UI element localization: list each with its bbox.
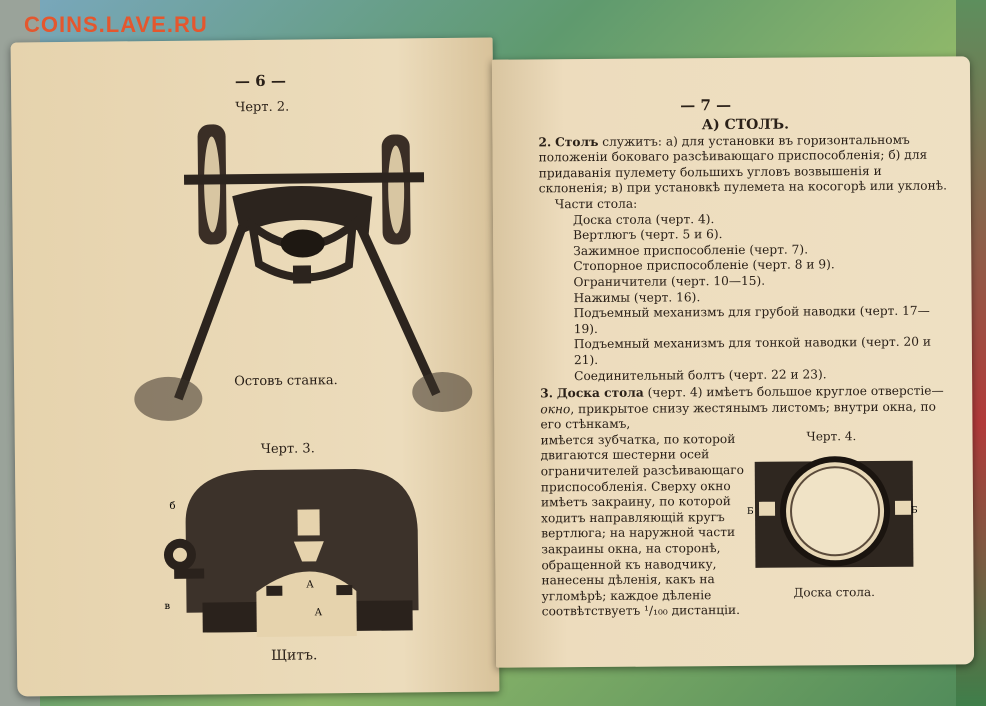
paragraph-3-fraction: ¹/₁₀₀ [644,603,668,619]
parts-item: Соединительный болтъ (черт. 22 и 23). [574,366,827,383]
fig2-caption: Остовъ станка. [234,373,338,390]
fig4-caption: Доска стола. [793,585,876,600]
parts-item: Зажимное приспособленіе (черт. 7). [573,242,809,258]
fig3-mark-a1: А [306,579,314,591]
parts-item: Нажимы (черт. 16). [573,289,701,305]
fig4-mark-b1: Б [747,506,754,517]
parts-item: Доска стола (черт. 4). [572,211,715,227]
parts-title: Части стола: [554,196,638,212]
parts-item: Подъемный механизмъ для грубой наводки (черт. 17—19). [573,303,930,336]
fig4-mark-b2: Б [911,505,918,516]
paragraph-2 [538,132,952,197]
paragraph-2-body: служитъ: а) для установки въ горизонтальномъ положеніи боковаго разсѣивающаго приспособленія; б) для придаванія пулемету большихъ угловъ возвышенія и склоненія; в) при установкѣ пулемета на косогорѣ или уклонѣ. [538,132,947,196]
fig2-machine-frame [111,114,454,418]
paragraph-3-wrapped [540,432,757,621]
fig4-label: Черт. 4. [806,429,857,444]
paragraph-3-wrap-text: имѣется зубчатка, по которой двигаются шестерни осей ограничителей разсѣивающаго приспособленія. Сверху окно имѣетъ закраину, по которой ходитъ направляющій кругъ вертлюга; на наружной части закраины окна, на сторонѣ, обращенной къ наводчику, нанесены дѣленія, какъ на угломѣрѣ; каждое дѣленіе соотвѣтствуетъ [540,431,745,619]
paragraph-3-lead: (черт. 4) имѣетъ большое круглое отверстіе— [647,383,944,400]
paragraph-3-term: Доска стола [556,385,644,401]
paragraph-3-number: 3. [540,386,553,401]
page-number-right: — 7 — [680,96,732,115]
page-number-left: — 6 — [234,71,286,91]
paragraph-3-end: дистанціи. [671,603,741,618]
parts-item: Ограничители (черт. 10—15). [573,273,766,290]
fig2-label: Черт. 2. [235,99,290,116]
fig3-caption: Щитъ. [270,647,318,664]
fig3-mark-v: в [164,600,171,612]
paragraph-3-italic: окно [540,401,571,417]
fig4-table-board [749,451,920,574]
fig3-label: Черт. 3. [260,441,315,457]
section-heading: А) СТОЛЪ. [701,116,790,134]
parts-item: Стопорное приспособленіе (черт. 8 и 9). [573,257,835,274]
paragraph-2-term: Столъ [555,134,599,149]
fig3-shield [145,460,437,653]
right-page [492,56,974,667]
paragraph-3-after: , прикрытое снизу жестянымъ листомъ; внутри окна, по его стѣнкамъ, [540,399,937,432]
watermark-text: COINS.LAVE.RU [24,12,208,37]
left-page [11,37,500,696]
fig3-mark-a2: А [314,607,323,619]
paragraph-2-number: 2. [538,134,552,149]
parts-item: Вертлюгъ (черт. 5 и 6). [573,227,723,243]
parts-item: Подъемный механизмъ для тонкой наводки (черт. 20 и 21). [573,334,931,368]
fig3-mark-b: б [169,500,176,512]
paragraph-3 [540,384,954,434]
